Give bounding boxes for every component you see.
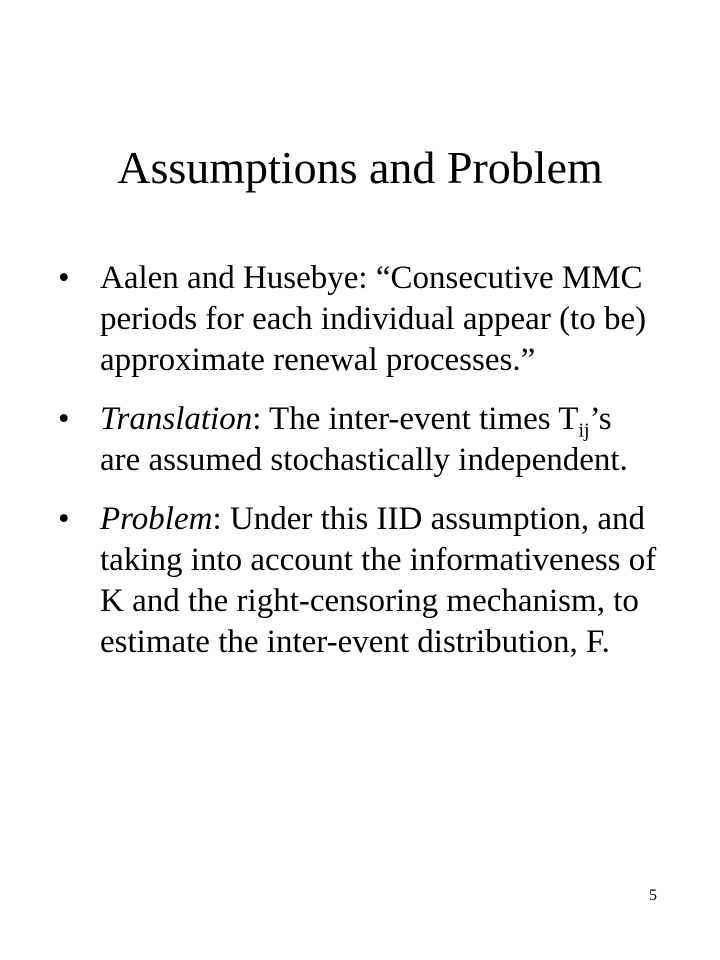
bullet-text-before-subscript: : The inter-event times T: [252, 401, 579, 437]
bullet-text: : Under this IID assumption, and taking into account the informativeness of K and the right-censoring mechanism, to estimate the inter-event distribution, F.: [100, 501, 657, 660]
subscript-ij: ij: [578, 419, 590, 442]
bullet-item-problem: [58, 499, 675, 663]
bullet-text: Aalen and Husebye: “Consecutive MMC periods for each individual appear (to be) approximate renewal processes.”: [100, 260, 647, 378]
slide-title: Assumptions and Problem: [117, 142, 603, 193]
page-number: 5: [649, 887, 657, 904]
bullet-icon: •: [58, 260, 70, 296]
bullet-icon: •: [58, 401, 70, 437]
bullet-lead-term: Translation: [100, 401, 253, 437]
bullet-item-aalen-husebye: [58, 258, 660, 381]
bullet-text-after-subscript: ’s are assumed stochastically independent.: [100, 401, 628, 478]
bullet-item-translation: [58, 399, 660, 481]
bullet-list: [58, 258, 698, 681]
bullet-icon: •: [58, 501, 70, 537]
bullet-lead-term: Problem: [100, 501, 213, 537]
